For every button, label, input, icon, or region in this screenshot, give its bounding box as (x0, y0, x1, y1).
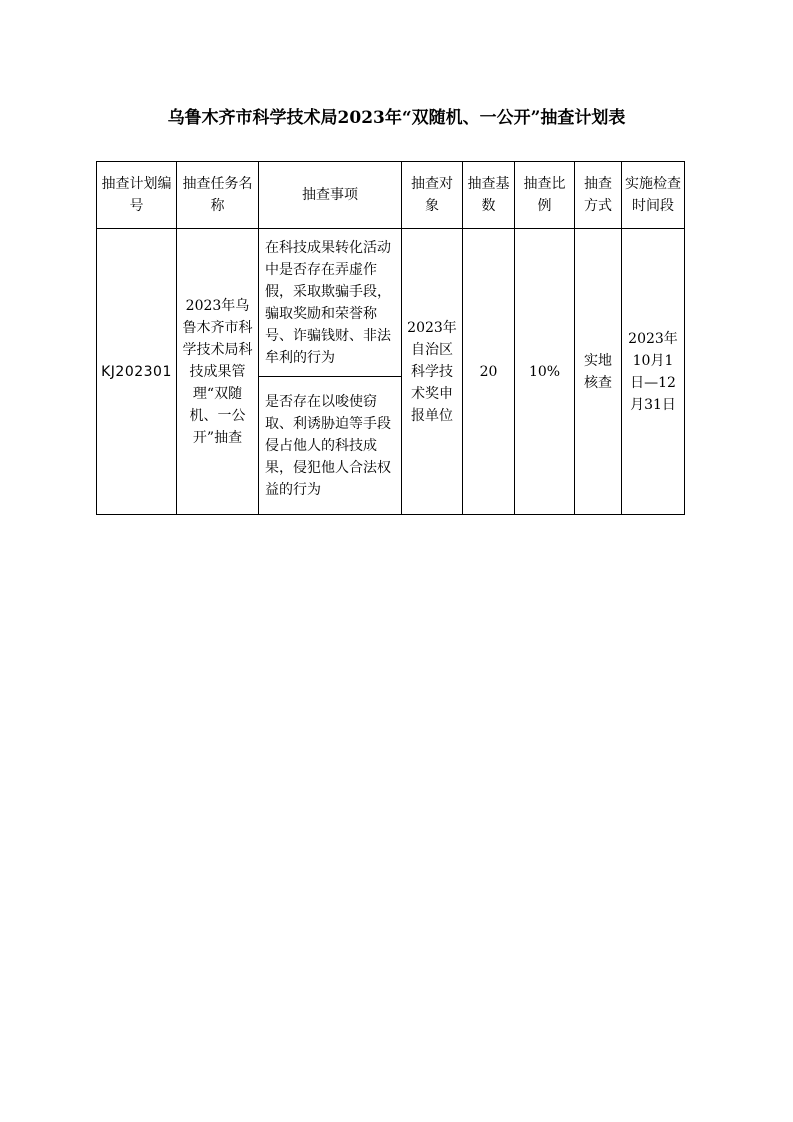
cell-item-1: 在科技成果转化活动中是否存在弄虚作假，采取欺骗手段，骗取奖励和荣誉称号、诈骗钱财、非法牟利的行为 (259, 229, 402, 377)
header-period: 实施检查时间段 (622, 162, 685, 229)
page-title: 乌鲁木齐市科学技术局2023年“双随机、一公开”抽查计划表 (167, 108, 626, 128)
header-items: 抽查事项 (259, 162, 402, 229)
cell-ratio: 10% (515, 229, 575, 515)
header-ratio: 抽查比例 (515, 162, 575, 229)
cell-item-2: 是否存在以唆使窃取、利诱胁迫等手段侵占他人的科技成果，侵犯他人合法权益的行为 (259, 377, 402, 515)
header-base-count: 抽查基数 (463, 162, 515, 229)
table-row (97, 229, 685, 377)
header-plan-code: 抽查计划编号 (97, 162, 177, 229)
cell-method: 实地核查 (575, 229, 622, 515)
header-target: 抽查对象 (402, 162, 463, 229)
cell-task-name: 2023年乌鲁木齐市科学技术局科技成果管理“双随机、一公开”抽查 (177, 229, 259, 515)
cell-target: 2023年自治区科学技术奖申报单位 (402, 229, 463, 515)
header-method: 抽查方式 (575, 162, 622, 229)
table-header-row (97, 162, 685, 229)
cell-period: 2023年10月1日—12月31日 (622, 229, 685, 515)
cell-plan-code: KJ202301 (97, 229, 177, 515)
cell-base-count: 20 (463, 229, 515, 515)
inspection-plan-table (96, 161, 685, 515)
header-task-name: 抽查任务名称 (177, 162, 259, 229)
